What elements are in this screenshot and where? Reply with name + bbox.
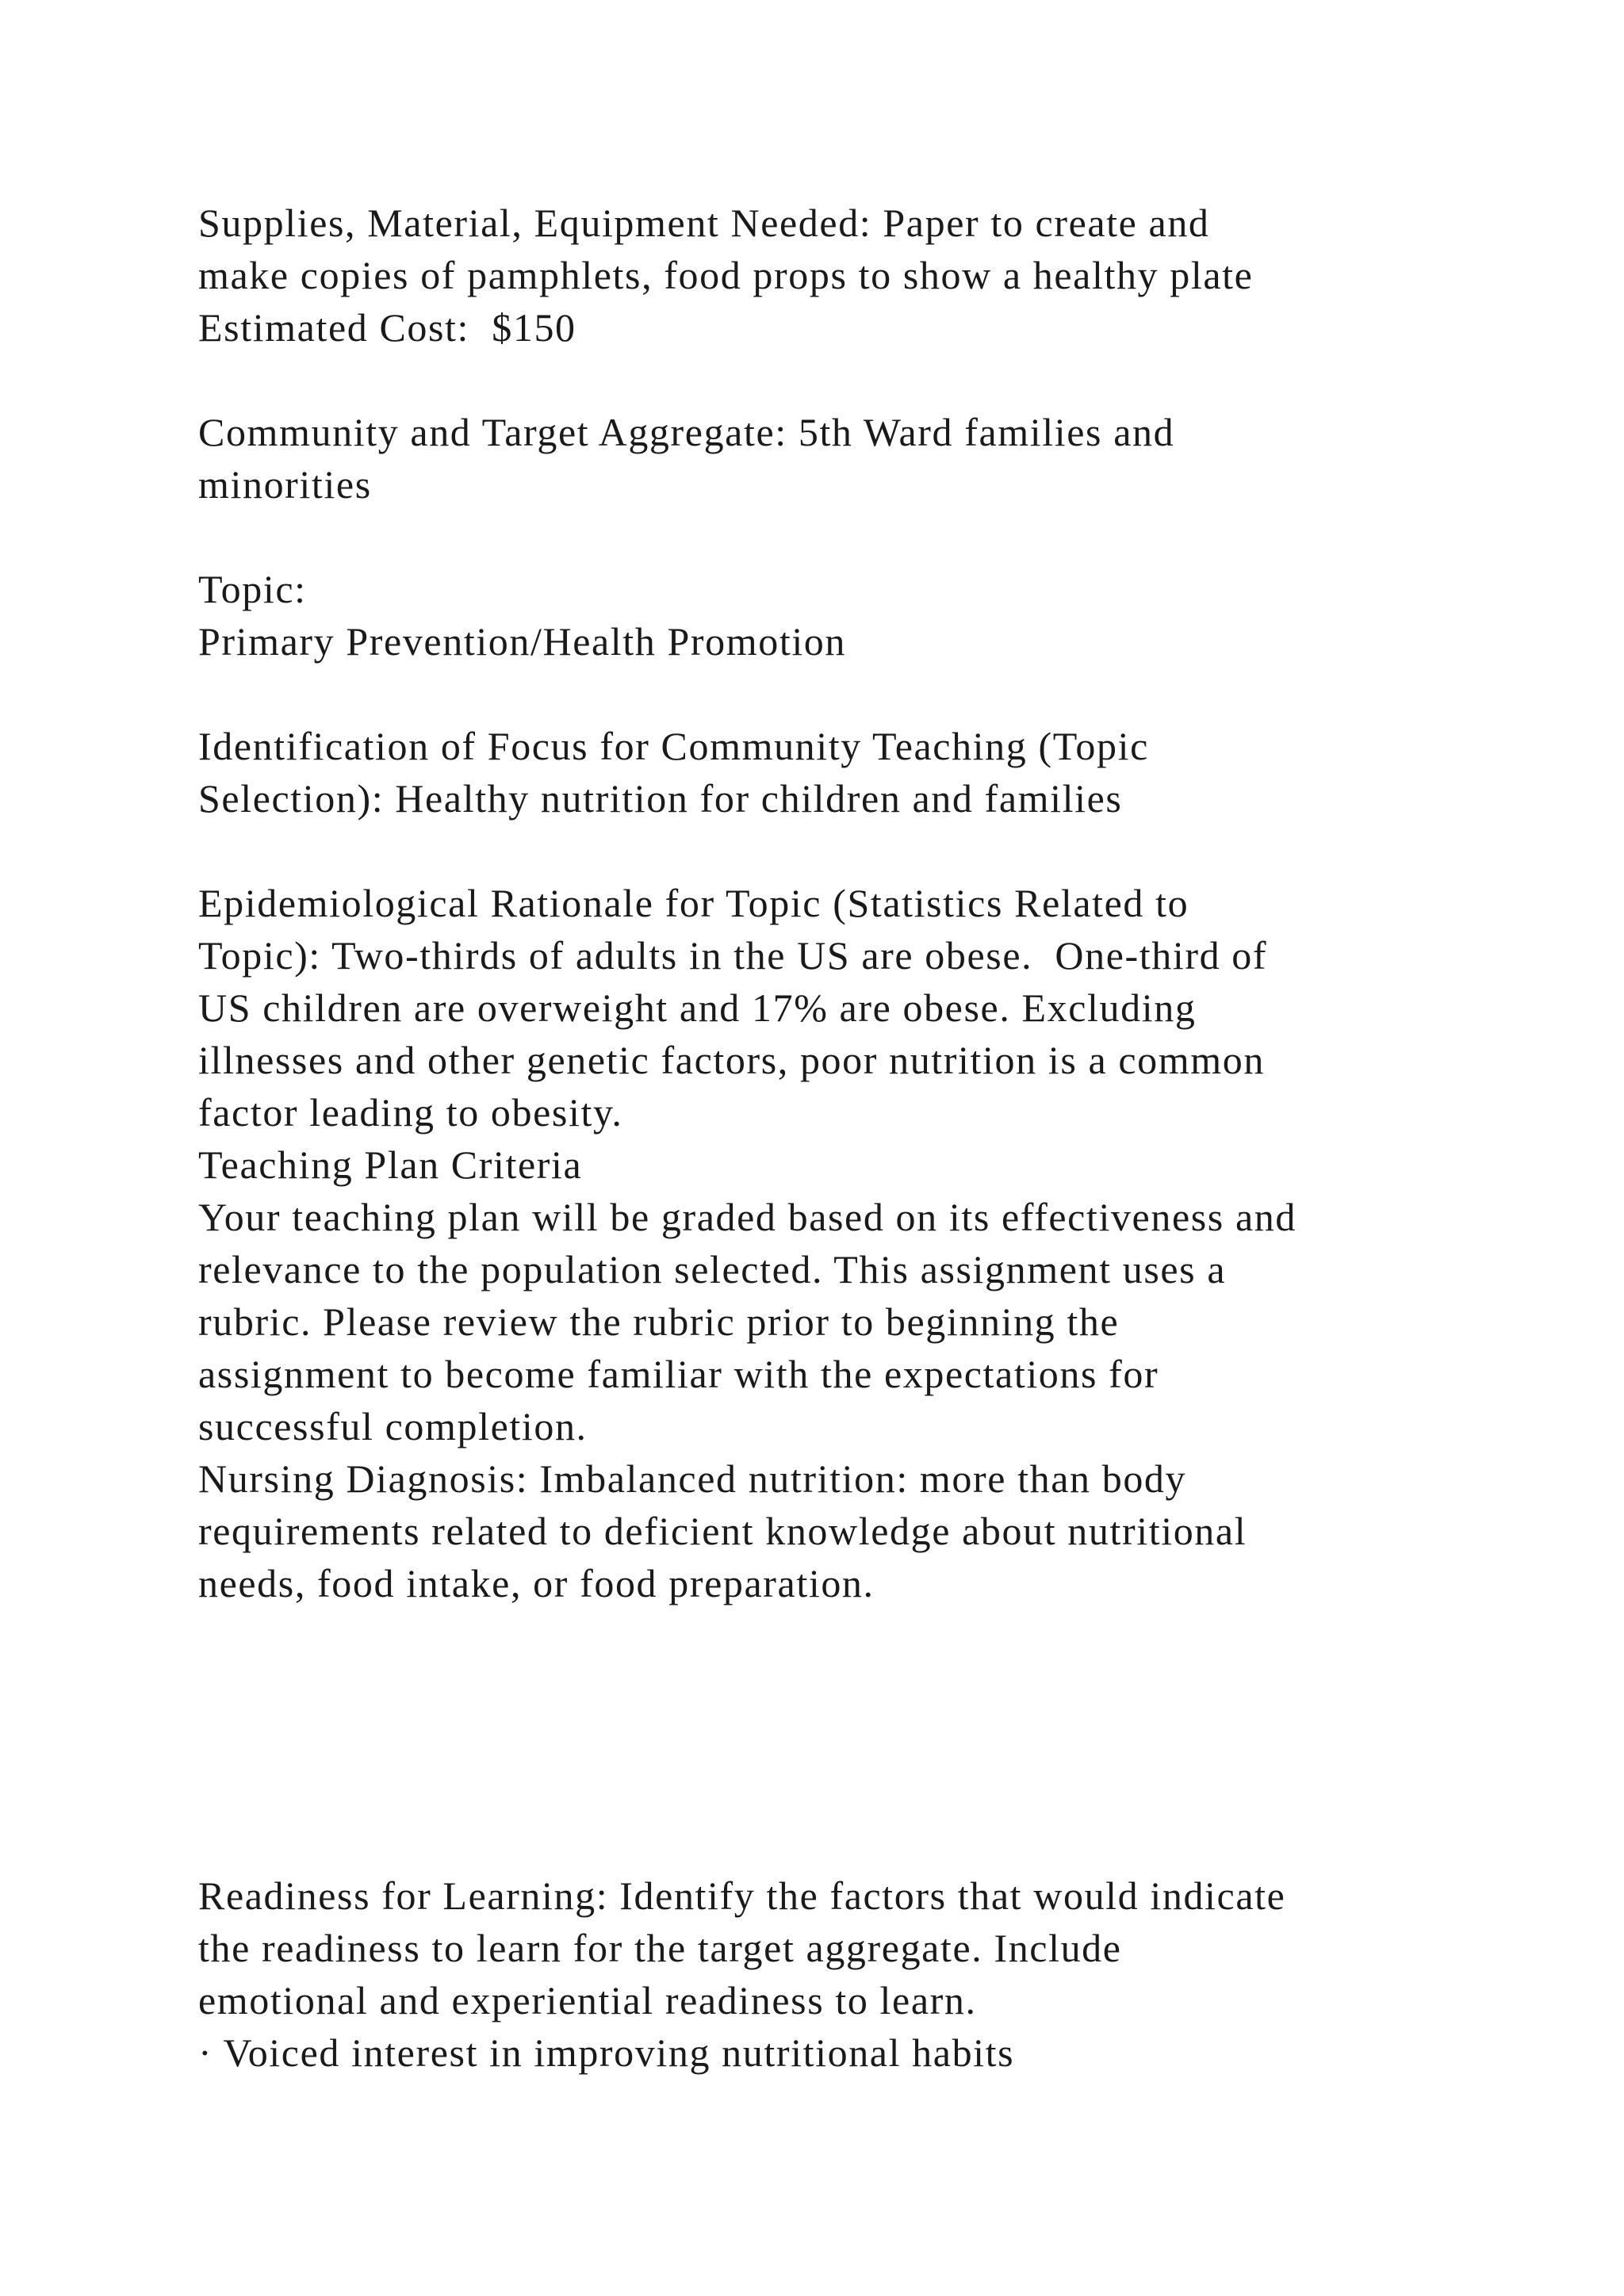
text-line: Topic): Two-thirds of adults in the US are obese. One-third of <box>198 933 1268 978</box>
text-line: Epidemiological Rationale for Topic (Statistics Related to <box>198 881 1189 925</box>
text-line: relevance to the population selected. This assignment uses a <box>198 1247 1227 1292</box>
text-line: requirements related to deficient knowledge about nutritional <box>198 1509 1247 1553</box>
text-line: illnesses and other genetic factors, poor nutrition is a common <box>198 1038 1265 1082</box>
text-line: assignment to become familiar with the expectations for <box>198 1352 1159 1396</box>
text-line: minorities <box>198 462 372 507</box>
bullet-item: · Voiced interest in improving nutritional habits <box>198 2030 1015 2075</box>
text-line: Supplies, Material, Equipment Needed: Paper to create and <box>198 201 1210 245</box>
text-line: Readiness for Learning: Identify the factors that would indicate <box>198 1873 1286 1918</box>
text-line: Identification of Focus for Community Teaching (Topic <box>198 724 1149 768</box>
text-line: Nursing Diagnosis: Imbalanced nutrition: more than body <box>198 1456 1187 1501</box>
text-line: Estimated Cost: $150 <box>198 305 576 350</box>
text-line: make copies of pamphlets, food props to show a healthy plate <box>198 253 1254 297</box>
text-line: Topic: <box>198 567 307 611</box>
text-line: the readiness to learn for the target aggregate. Include <box>198 1926 1122 1970</box>
section-heading: Teaching Plan Criteria <box>198 1142 583 1187</box>
text-line: successful completion. <box>198 1404 588 1448</box>
text-line: needs, food intake, or food preparation. <box>198 1561 875 1605</box>
text-line: Your teaching plan will be graded based on its effectiveness and <box>198 1195 1297 1239</box>
text-line: rubric. Please review the rubric prior to beginning the <box>198 1299 1120 1344</box>
text-line: US children are overweight and 17% are obese. Excluding <box>198 985 1197 1030</box>
text-line: Community and Target Aggregate: 5th Ward families and <box>198 410 1175 454</box>
text-line: emotional and experiential readiness to learn. <box>198 1978 977 2022</box>
text-line: Primary Prevention/Health Promotion <box>198 619 847 664</box>
text-line: Selection): Healthy nutrition for children and families <box>198 776 1123 821</box>
text-line: factor leading to obesity. <box>198 1090 623 1135</box>
